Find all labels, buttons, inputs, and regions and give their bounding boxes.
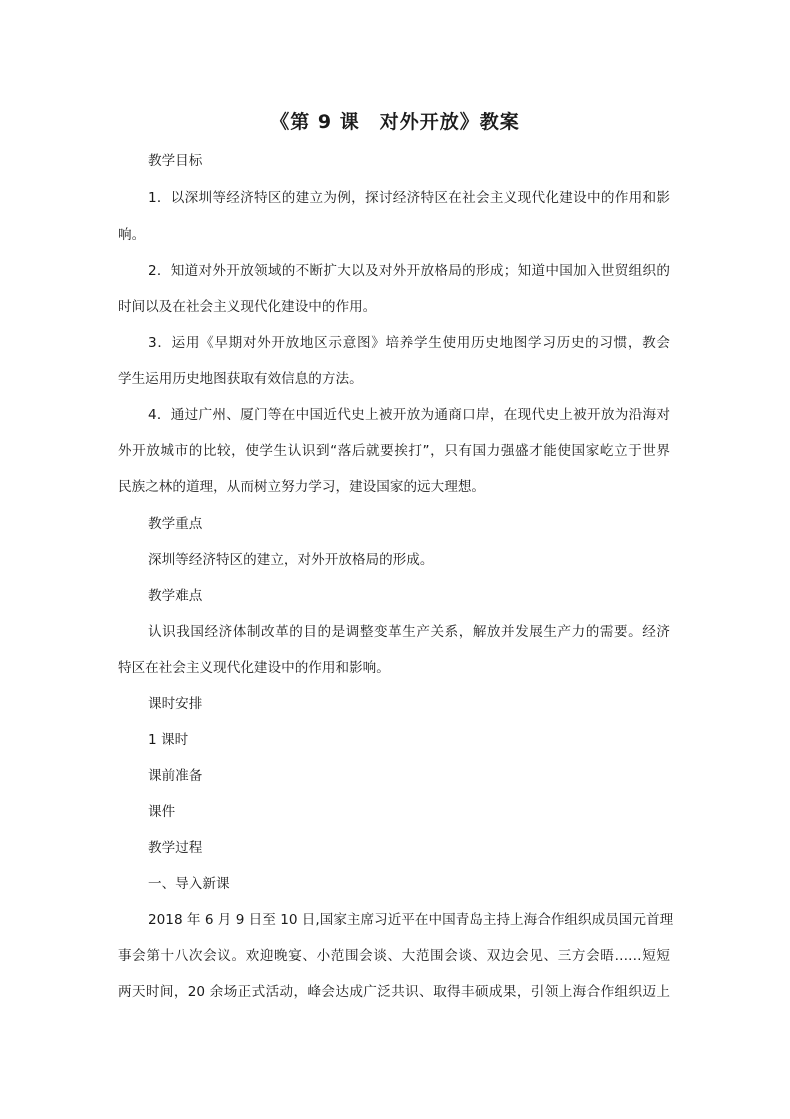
goal-2-line-1: 2．知道对外开放领域的不断扩大以及对外开放格局的形成；知道中国加入世贸组织的 xyxy=(148,263,670,279)
page-title: 《第 9 课 对外开放》教案 xyxy=(270,111,520,133)
goal-4-line-1: 4．通过广州、厦门等在中国近代史上被开放为通商口岸，在现代史上被开放为沿海对 xyxy=(148,407,670,423)
heading-schedule: 课时安排 xyxy=(148,696,203,712)
heading-key-points: 教学重点 xyxy=(148,516,203,532)
goal-3-line-2: 学生运用历史地图获取有效信息的方法。 xyxy=(118,371,363,387)
heading-process: 教学过程 xyxy=(148,840,203,856)
heading-difficulties: 教学难点 xyxy=(148,588,203,604)
goal-3-line-1: 3．运用《早期对外开放地区示意图》培养学生使用历史地图学习历史的习惯，教会 xyxy=(148,335,670,351)
goal-4-line-3: 民族之林的道理，从而树立努力学习，建设国家的远大理想。 xyxy=(118,479,486,495)
intro-paragraph-line-1: 2018 年 6 月 9 日至 10 日,国家主席习近平在中国青岛主持上海合作组织成员国元首理 xyxy=(148,912,674,928)
goal-1-line-2: 响。 xyxy=(118,227,146,243)
difficulties-line-2: 特区在社会主义现代化建设中的作用和影响。 xyxy=(118,660,390,676)
goal-4-line-2: 外开放城市的比较，使学生认识到“落后就要挨打”，只有国力强盛才能使国家屹立于世界 xyxy=(118,443,670,459)
preparation-text: 课件 xyxy=(148,804,176,820)
schedule-text: 1 课时 xyxy=(148,732,189,748)
goal-1-line-1: 1．以深圳等经济特区的建立为例，探讨经济特区在社会主义现代化建设中的作用和影 xyxy=(148,190,670,206)
section-intro-heading: 一、导入新课 xyxy=(148,876,230,892)
heading-preparation: 课前准备 xyxy=(148,768,203,784)
difficulties-line-1: 认识我国经济体制改革的目的是调整变革生产关系，解放并发展生产力的需要。经济 xyxy=(148,624,670,640)
key-points-text: 深圳等经济特区的建立，对外开放格局的形成。 xyxy=(148,552,434,568)
intro-paragraph-line-2: 事会第十八次会议。欢迎晚宴、小范围会谈、大范围会谈、双边会见、三方会晤……短短 xyxy=(118,948,670,964)
heading-teaching-goals: 教学目标 xyxy=(148,153,203,169)
intro-paragraph-line-3: 两天时间，20 余场正式活动，峰会达成广泛共识、取得丰硕成果，引领上海合作组织迈上 xyxy=(118,984,670,1000)
goal-2-line-2: 时间以及在社会主义现代化建设中的作用。 xyxy=(118,299,377,315)
